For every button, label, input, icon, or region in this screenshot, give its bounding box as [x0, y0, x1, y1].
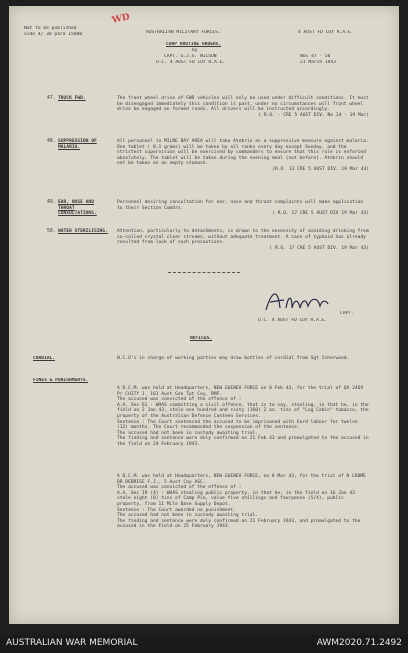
order-text — [117, 200, 369, 217]
order-date: 21 March 1943 — [300, 60, 336, 65]
order-body: The front wheel drive of FWD vehicles will only be used under difficult conditions. It must be disengaged immediately this condition is past, under no circumstances will front wheel drive be engaged on formed roads. All drivers will be instructed accordingly. — [117, 96, 369, 113]
order-body: Personnel desiring consultation for ear, nose and throat complaints will make application to their Section Comdrs. — [117, 200, 364, 211]
signature-rank: CAPT. — [340, 311, 354, 316]
order-heading: TRUCK FWD. — [58, 96, 86, 101]
order-reference: ( R.O. 17 CRE 5 AUST DIV 19 Mar 43) — [272, 211, 369, 217]
archive-reference: AWM2020.71.2492 — [316, 638, 402, 648]
by-line: by — [192, 48, 198, 53]
order-reference: (R.O. 13 CRE 5 AUST DIV. 19 Mar 43) — [272, 166, 369, 172]
order-number: 47. — [47, 96, 56, 101]
officer-role: O.C. 4 AUST FD COY R.A.E. — [156, 60, 226, 65]
archive-footer — [0, 635, 408, 653]
cordial-text: N.C.O's in charge of working parties may draw bottles of cordial from Sgt Isherwood. — [117, 356, 350, 361]
order-number: 50. — [47, 229, 56, 234]
archive-name: AUSTRALIAN WAR MEMORIAL — [6, 638, 138, 648]
handwritten-mark: WD — [111, 12, 131, 26]
order-numbers: Nos 47 - 50 — [300, 54, 331, 59]
order-heading: SUPPRESSION OF MALARIA. — [58, 139, 97, 150]
officer-name: CAPT. G.J.S. WILSON — [164, 54, 217, 59]
order-heading: EAR, NOSE AND THROAT CONSULTATIONS. — [58, 200, 97, 217]
cordial-heading: CORDIAL. — [33, 356, 56, 361]
order-number: 48. — [47, 139, 56, 144]
order-text — [117, 96, 369, 118]
order-text — [117, 229, 369, 251]
order-body: Attention, particularly to detachments, is drawn to the necessity of avoiding drinking from so-called crystal clear streams, without adequate treatment. A case of typhoid has already resulted from lack of such precautions. — [117, 229, 369, 246]
order-heading: WATER STERILISING. — [58, 229, 108, 234]
fines-heading: FINES & PUNISHMENTS. — [33, 378, 89, 383]
order-text — [117, 139, 369, 173]
restriction-line-2: vide 4/ 30 para 1588B — [24, 32, 83, 37]
document-title: AUSTRALIAN MILITARY FORCES. — [146, 30, 221, 35]
order-reference: ( R.O. - CRE 5 AUST DIV. No 14 - 19 Mar) — [258, 112, 369, 118]
order-number: 49. — [47, 200, 56, 205]
signature — [262, 286, 332, 316]
fines-paragraph: A D.C.M. was held at Headquarters, NEW GUINEA FORCE, on 8 Mar 43, for the trial of N LROME DR DEBRISE F.J., 5 Aust Coy ASC. The accused was convicted of the offence of : A.A. Sec 19 (4) : WHAS stealing public property, in that he, in the field on 16 Jan 43 stole eight (8) tins of Camp Pie, value five shillings and fourpence (5/4), public property, from 11 Mile Base Supply Depot. Sentence : The Court awarded no punishment. The accused had not been in custody awaiting trial. The finding and sentence were duly confirmed on 21 February 1943, and promulgated to the accused in the Field on 25 February 1943. — [117, 474, 366, 530]
fines-paragraph: A D.C.M. was held at Headquarters, NEW GUINEA FORCE on 8 Feb 43, for the trial of QX 2469 Pr CHITY J. 161 Aust Gen Tpt Coy, RMF. The accused was convicted of the offence of : A.A. Sec 61 : WHAS committing a civil offence, that is to say, stealing, in that he, in the field on 2 Jan 43, stole one hundred and sixty (160) 2 oz. tins of "Log Cabin" tobacco, the property of the Australian Defence Canteen Services. Sentence : The Court sentenced the accused to be imprisoned with hard labour for twelve (12) months. The Court recommended the suspension of the sentence. The accused had not been in custody awaiting trial. The finding and sentence were duly confirmed on 21 Feb 43 and promulgated to the accused in the field on 24 February 1943. — [117, 386, 369, 447]
orders-heading: CORP ROUTINE ORDERS. — [166, 42, 222, 47]
signature-role: O.C. 4 AUST FD COY R.A.E. — [258, 318, 328, 323]
unit-header: 4 AUST FD COY R.A.E. — [298, 30, 354, 35]
notices-title: NOTICES. — [190, 336, 213, 341]
restriction-line-1: Not to be published — [24, 26, 77, 31]
order-reference: ( R.O. 17 CRE 5 AUST DIV. 19 Mar 43) — [269, 245, 369, 251]
order-body: All personnel in MILNE BAY AREA will take Atebrin as a suppressive measure against malaria. One tablet ( 0.1 grams) will be taken by all ranks every day except Sunday, and the strictest supervision will be exercised by commanders to ensure that this rule is enforced absolutely. The tablet will be taken during the evening meal (not before). Atebrin should not be taken on an empty stomach. — [117, 139, 369, 167]
section-divider — [168, 272, 240, 273]
